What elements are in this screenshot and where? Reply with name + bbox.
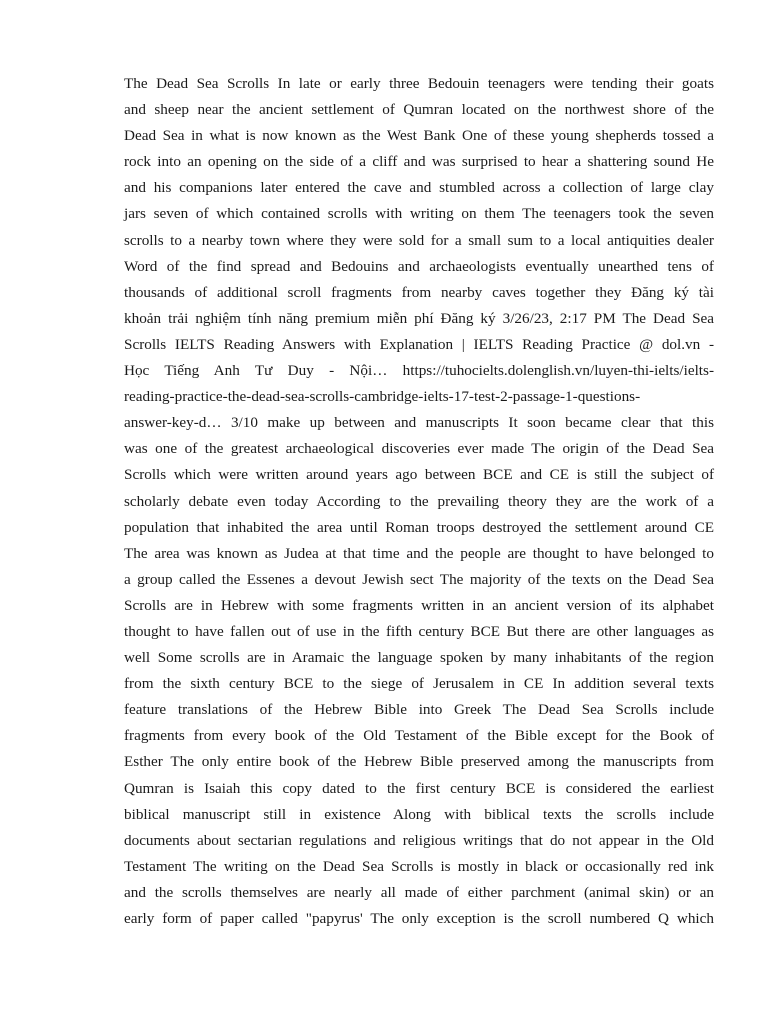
text-line: answer-key-d… 3/10 make up between and manuscripts It soon became clear that this <box>124 414 714 432</box>
text-line: rock into an opening on the side of a cliff and was surprised to hear a shattering sound He <box>124 153 714 171</box>
text-line: documents about sectarian regulations and religious writings that do not appear in the Old <box>124 831 714 849</box>
text-line: Qumran is Isaiah this copy dated to the first century BCE is considered the earliest <box>124 779 714 797</box>
text-line: Học Tiếng Anh Tư Duy - Nội… https://tuhocielts.dolenglish.vn/luyen-thi-ielts/ielts- <box>124 362 714 380</box>
text-line: early form of paper called "papyrus' The only exception is the scroll numbered Q which <box>124 910 714 927</box>
text-line: scholarly debate even today According to the prevailing theory they are the work of a <box>124 492 714 510</box>
text-line: and his companions later entered the cave and stumbled across a collection of large clay <box>124 179 714 197</box>
text-line: from the sixth century BCE to the siege of Jerusalem in CE In addition several texts <box>124 675 714 693</box>
text-line: feature translations of the Hebrew Bible into Greek The Dead Sea Scrolls include <box>124 701 714 719</box>
text-line: and the scrolls themselves are nearly all made of either parchment (animal skin) or an <box>124 883 714 901</box>
text-line: Dead Sea in what is now known as the West Bank One of these young shepherds tossed a <box>124 127 714 145</box>
url-text-line: reading-practice-the-dead-sea-scrolls-cambridge-ielts-17-test-2-passage-1-questions- <box>124 388 641 406</box>
text-line: The Dead Sea Scrolls In late or early three Bedouin teenagers were tending their goats <box>124 75 714 92</box>
text-line: a group called the Essenes a devout Jewish sect The majority of the texts on the Dead Sea <box>124 570 714 588</box>
body-paragraph <box>124 71 714 932</box>
text-line: thought to have fallen out of use in the fifth century BCE But there are other languages as <box>124 622 714 640</box>
text-line: and sheep near the ancient settlement of Qumran located on the northwest shore of the <box>124 101 714 119</box>
text-line: khoản trải nghiệm tính năng premium miễn phí Đăng ký 3/26/23, 2:17 PM The Dead Sea <box>124 309 714 327</box>
text-line: The area was known as Judea at that time and the people are thought to have belonged to <box>124 544 714 562</box>
text-line: Esther The only entire book of the Hebrew Bible preserved among the manuscripts from <box>124 753 714 771</box>
text-line: scrolls to a nearby town where they were sold for a small sum to a local antiquities dealer <box>124 231 714 249</box>
text-line: was one of the greatest archaeological discoveries ever made The origin of the Dead Sea <box>124 440 714 458</box>
text-line: Scrolls are in Hebrew with some fragments written in an ancient version of its alphabet <box>124 596 714 614</box>
text-line: biblical manuscript still in existence Along with biblical texts the scrolls include <box>124 805 714 823</box>
text-line: Testament The writing on the Dead Sea Scrolls is mostly in black or occasionally red ink <box>124 857 714 875</box>
text-line: Scrolls which were written around years ago between BCE and CE is still the subject of <box>124 466 714 484</box>
text-line: thousands of additional scroll fragments from nearby caves together they Đăng ký tài <box>124 283 714 301</box>
text-line: population that inhabited the area until Roman troops destroyed the settlement around CE <box>124 518 714 536</box>
text-line: jars seven of which contained scrolls with writing on them The teenagers took the seven <box>124 205 714 223</box>
text-line: Scrolls IELTS Reading Answers with Explanation | IELTS Reading Practice @ dol.vn - <box>124 335 714 353</box>
text-line: Word of the find spread and Bedouins and archaeologists eventually unearthed tens of <box>124 257 714 275</box>
text-line: fragments from every book of the Old Testament of the Bible except for the Book of <box>124 727 714 745</box>
text-line: well Some scrolls are in Aramaic the language spoken by many inhabitants of the region <box>124 649 714 667</box>
